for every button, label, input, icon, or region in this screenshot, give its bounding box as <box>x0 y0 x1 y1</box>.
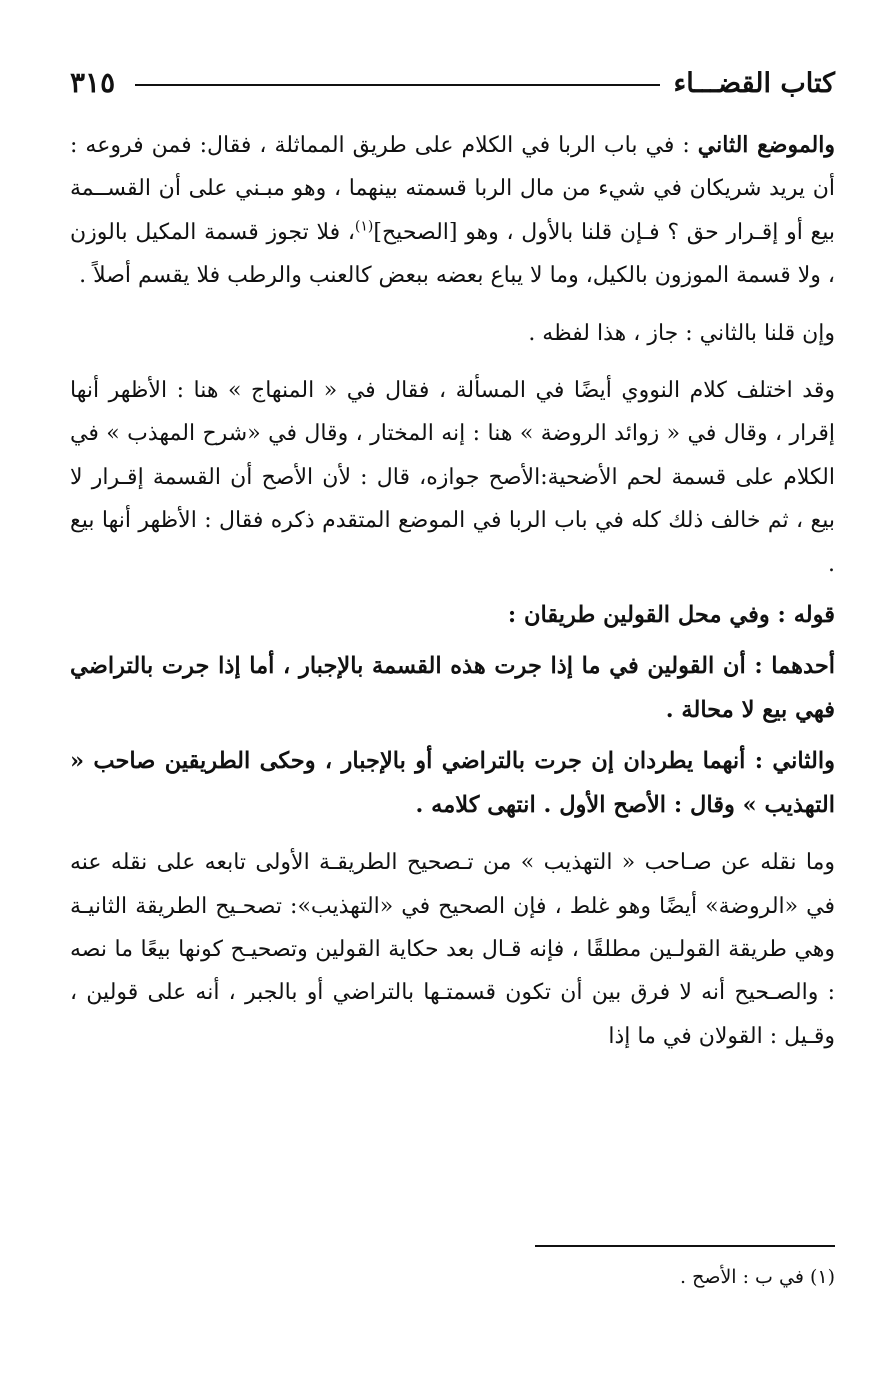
paragraph-2: وإن قلنا بالثاني : جاز ، هذا لفظه . <box>528 320 835 346</box>
paragraph-1 <box>70 124 835 298</box>
header-rule <box>135 84 659 86</box>
running-header <box>70 60 835 106</box>
paragraph-3: وقد اختلف كلام النووي أيضًا في المسألة ، فقال في « المنهاج » هنا : الأظهر أنها إقرار ، وقال في « زوائد الروضة » هنا : إنه المختار ، وقال في «شرح المهذب » في الكلام على قسمة لحم الأضحية:الأصح جوازه، قال : لأن الأصح أن القسمة إقـرار لا بيع ، ثم خالف ذلك كله في باب الربا في الموضع المتقدم ذكره فقال : الأظهر أنها بيع . <box>70 378 835 577</box>
page-number: ٣١٥ <box>70 66 116 99</box>
paragraph-4: قوله : وفي محل القولين طريقان : <box>507 602 835 629</box>
paragraph-text: : في باب الربا في الكلام على طريق المماثلة ، فقال: فمن فروعه : أن يريد شريكان في شيء من مال الربا قسمته بينهما ، وهو مبـني على أن القســمة بيع أو إقـرار حق ؟ فـإن قلنا بالأول ، وهو [الصحيح] <box>70 133 835 245</box>
paragraph-5: أحدهما : أن القولين في ما إذا جرت هذه القسمة بالإجبار ، أما إذا جرت بالتراضي فهي بيع لا محالة . <box>70 653 835 723</box>
section-lead: والموضع الثاني <box>697 132 835 158</box>
footnote: (١) في ب : الأصح . <box>679 1266 835 1288</box>
page-body <box>70 124 835 1058</box>
book-page <box>70 60 835 1389</box>
book-title: كتاب القضـــاء <box>673 67 835 99</box>
paragraph-text-cont: ، فلا تجوز قسمة المكيل بالوزن ، ولا قسمة الموزون بالكيل، وما لا يباع بعضه ببعض كالعنب والرطب فلا يقسم أصلاً . <box>70 219 835 289</box>
paragraph-7: وما نقله عن صـاحب « التهذيب » من تـصحيح الطريقـة الأولى تابعه على نقله عنه في «الروضة» أيضًا وهو غلط ، فإن الصحيح في «التهذيب»: تصحـيح الطريقة الثانيـة وهي طريقة القولـين مطلقًا ، فإنه قـال بعد حكاية القولين وتصحيـح كونها بيعًا ما نصه : والصـحيح أنه لا فرق بين أن تكون قسمتـها بالتراضي أو بالجبر ، أنه على قولين ، وقـيل : القولان في ما إذا <box>70 850 835 1049</box>
footnote-ref: (١) <box>354 218 374 235</box>
paragraph-6: والثاني : أنهما يطردان إن جرت بالتراضي أو بالإجبار ، وحكى الطريقين صاحب « التهذيب » وقال : الأصح الأول . انتهى كلامه . <box>70 748 835 818</box>
footnote-rule <box>535 1245 835 1247</box>
